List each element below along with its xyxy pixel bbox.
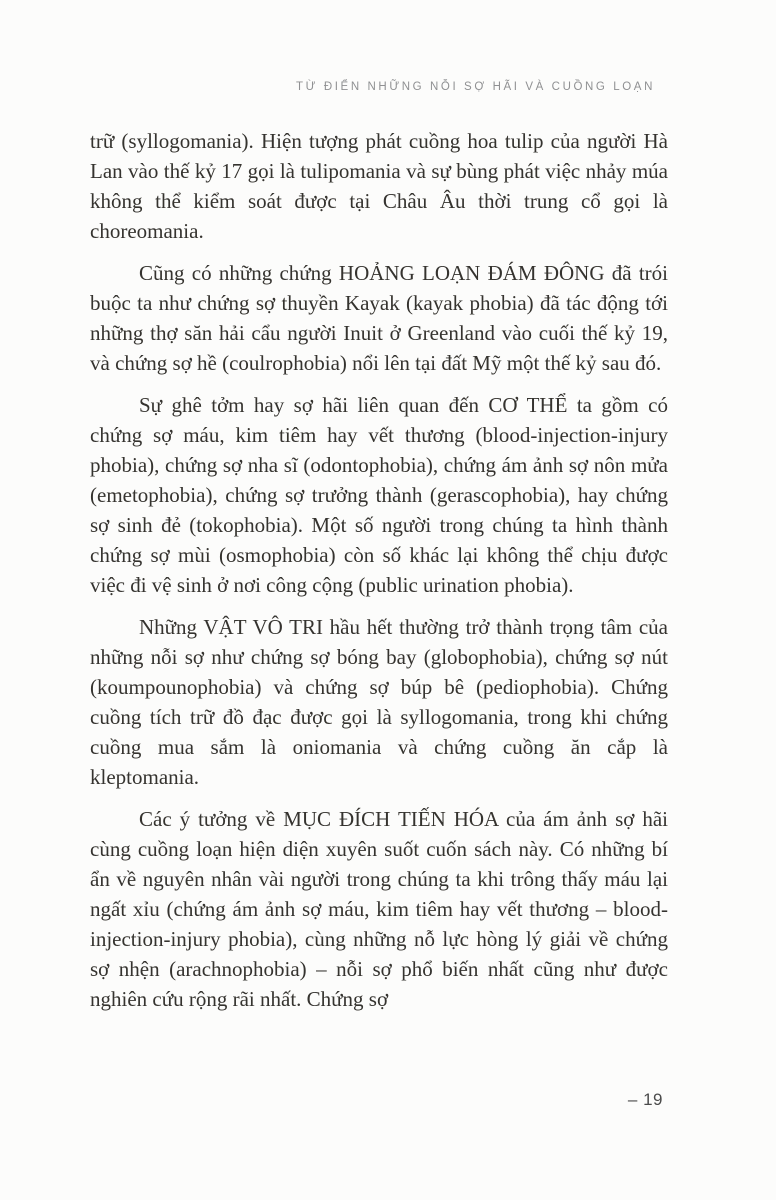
paragraph: Những VẬT VÔ TRI hầu hết thường trở thành trọng tâm của những nỗi sợ như chứng sợ bóng bay (globophobia), chứng sợ nút (koumpounophobia) và chứng sợ búp bê (pediophobia). Chứng cuồng tích trữ đồ đạc được gọi là syllogomania, trong khi chứng cuồng mua sắm là oniomania và chứng cuồng ăn cắp là kleptomania. (90, 615, 668, 789)
paragraph: trữ (syllogomania). Hiện tượng phát cuồng hoa tulip của người Hà Lan vào thế kỷ 17 gọi là tulipomania và sự bùng phát việc nhảy múa không thể kiểm soát được tại Châu Âu thời trung cổ gọi là choreomania. (90, 129, 668, 243)
page-number: – 19 (627, 1090, 663, 1109)
paragraph: Các ý tưởng về MỤC ĐÍCH TIẾN HÓA của ám ảnh sợ hãi cùng cuồng loạn hiện diện xuyên suốt cuốn sách này. Có những bí ẩn về nguyên nhân vài người trong chúng ta khi trông thấy máu lại ngất xỉu (chứng ám ảnh sợ máu, kim tiêm hay vết thương – blood-injection-injury phobia), cùng những nỗ lực hòng lý giải về chứng sợ nhện (arachnophobia) – nỗi sợ phổ biến nhất cũng như được nghiên cứu rộng rãi nhất. Chứng sợ (90, 807, 668, 1011)
paragraph: Sự ghê tởm hay sợ hãi liên quan đến CƠ THỂ ta gồm có chứng sợ máu, kim tiêm hay vết thương (blood-injection-injury phobia), chứng sợ nha sĩ (odontophobia), chứng ám ảnh sợ nôn mửa (emetophobia), chứng sợ trưởng thành (gerascophobia), hay chứng sợ sinh đẻ (tokophobia). Một số người trong chúng ta hình thành chứng sợ mùi (osmophobia) còn số khác lại không thể chịu được việc đi vệ sinh ở nơi công cộng (public urination phobia). (90, 393, 668, 597)
running-header: TỪ ĐIỂN NHỮNG NỖI SỢ HÃI VÀ CUỒNG LOẠN (296, 81, 655, 93)
page-body (90, 126, 668, 1026)
paragraph: Cũng có những chứng HOẢNG LOẠN ĐÁM ĐÔNG đã trói buộc ta như chứng sợ thuyền Kayak (kayak phobia) đã tác động tới những thợ săn hải cẩu người Inuit ở Greenland vào cuối thế kỷ 19, và chứng sợ hề (coulrophobia) nổi lên tại đất Mỹ một thế kỷ sau đó. (90, 261, 668, 375)
